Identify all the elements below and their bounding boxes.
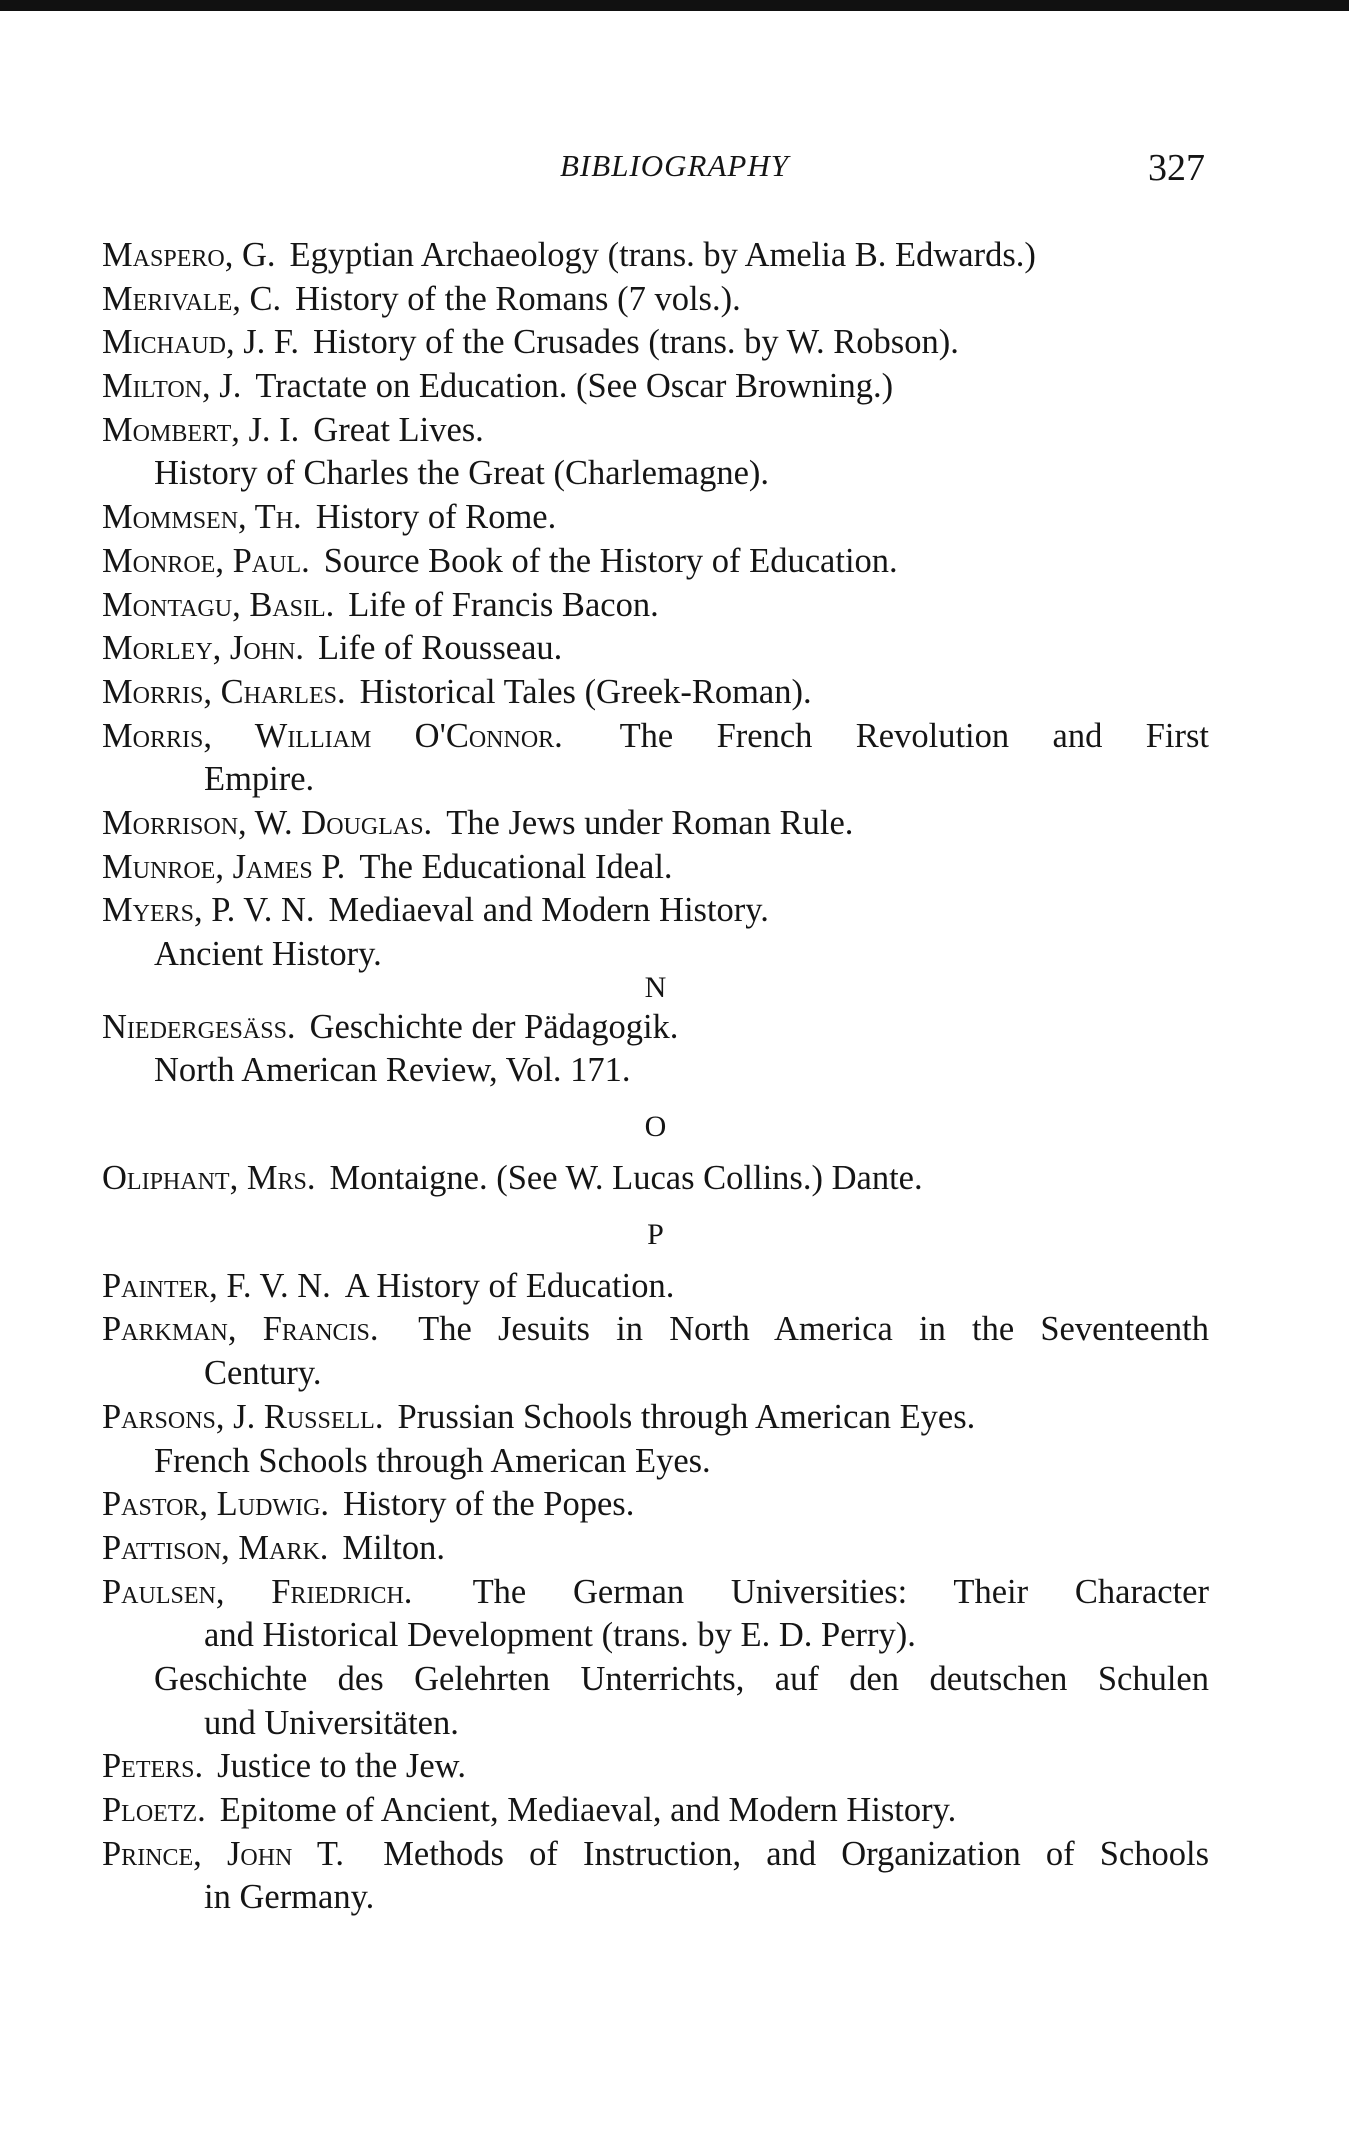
entry-title: Justice to the Jew.	[217, 1747, 466, 1786]
entry-author: Myers, P. V. N.	[102, 891, 315, 930]
entry-title: The Jews under Roman Rule.	[446, 803, 854, 842]
entry-title: und Universitäten.	[204, 1703, 459, 1742]
entry-title: The Educational Ideal.	[359, 847, 673, 886]
entry-title: Montaigne. (See W. Lucas Collins.) Dante.	[329, 1159, 923, 1198]
bibliography-entry	[102, 671, 1209, 715]
entry-title: Mediaeval and Modern History.	[328, 891, 769, 930]
bibliography-entry	[102, 889, 1209, 933]
entry-author: Oliphant, Mrs.	[102, 1159, 316, 1198]
entry-title: Tractate on Education. (See Oscar Browning.)	[255, 367, 894, 406]
entry-continuation	[102, 1702, 1209, 1746]
entry-author: Morris, William O'Connor.	[102, 716, 563, 755]
bibliography-entry	[102, 846, 1209, 890]
entry-author: Milton, J.	[102, 367, 242, 406]
bibliography-entry	[102, 321, 1209, 365]
section-letter: O	[644, 1110, 667, 1144]
bibliography-entry	[102, 1833, 1209, 1877]
entry-author: Mommsen, Th.	[102, 498, 302, 537]
entry-title: Century.	[204, 1354, 322, 1393]
entry-author: Pastor, Ludwig.	[102, 1485, 330, 1524]
entry-title: Great Lives.	[313, 410, 484, 449]
entry-title: Ancient History.	[154, 935, 382, 973]
bibliography-entry	[102, 1265, 1209, 1309]
entry-title: History of the Romans (7 vols.).	[295, 279, 741, 318]
entry-title: Epitome of Ancient, Mediaeval, and Modern History.	[219, 1791, 957, 1829]
section-letter: P	[647, 1217, 664, 1251]
entry-additional-work	[102, 452, 1209, 496]
entry-title: in Germany.	[204, 1878, 375, 1917]
entry-continuation	[102, 758, 1209, 802]
entry-title: Life of Rousseau.	[317, 629, 563, 668]
bibliography-entry	[102, 1527, 1209, 1571]
entry-title: Milton.	[342, 1528, 445, 1567]
entry-author: Pattison, Mark.	[102, 1528, 329, 1567]
entry-continuation	[102, 1614, 1209, 1658]
bibliography-entry	[102, 715, 1209, 759]
bibliography-entry	[102, 540, 1209, 584]
entry-author: Merivale, C.	[102, 279, 282, 318]
entry-author: Monroe, Paul.	[102, 541, 310, 580]
bibliography-entry	[102, 1571, 1209, 1615]
bibliography-entry	[102, 1006, 1209, 1050]
entry-title: Methods of Instruction, and Organization of Schools	[383, 1834, 1209, 1873]
entry-title: History of the Crusades (trans. by W. Robson).	[312, 323, 959, 362]
entry-author: Montagu, Basil.	[102, 585, 335, 624]
entry-author: Morley, John.	[102, 629, 304, 668]
entry-continuation	[102, 1352, 1209, 1396]
entry-additional-work	[102, 1658, 1209, 1702]
bibliography-entry	[102, 1483, 1209, 1527]
bibliography-entry	[102, 234, 1209, 278]
entry-title: History of Rome.	[315, 498, 557, 537]
bibliography-entry	[102, 584, 1209, 628]
entry-title: Geschichte des Gelehrten Unterrichts, auf den deutschen Schulen	[154, 1659, 1209, 1698]
entry-title: Source Book of the History of Education.	[323, 541, 898, 580]
entry-title: and Historical Development (trans. by E. D. Perry).	[204, 1616, 916, 1655]
entry-author: Peters.	[102, 1747, 204, 1786]
page-number: 327	[1148, 147, 1205, 189]
running-title: BIBLIOGRAPHY	[560, 148, 789, 183]
bibliography-entry	[102, 802, 1209, 846]
entry-continuation	[102, 1876, 1209, 1920]
entry-author: Parkman, Francis.	[102, 1310, 379, 1349]
entry-title: Geschichte der Pädagogik.	[309, 1007, 679, 1046]
bibliography-entry	[102, 496, 1209, 540]
entry-additional-work	[102, 1440, 1209, 1484]
entry-author: Morrison, W. Douglas.	[102, 803, 433, 842]
entry-title: Historical Tales (Greek-Roman).	[359, 672, 812, 711]
section-letter: N	[644, 970, 667, 1004]
bibliography-entry	[102, 1745, 1209, 1789]
entry-title: The Jesuits in North America in the Seventeenth	[418, 1310, 1209, 1349]
entry-title: History of the Popes.	[343, 1485, 635, 1524]
entry-title: North American Review, Vol. 171.	[154, 1051, 631, 1090]
entry-additional-work	[102, 1049, 1209, 1093]
entry-author: Michaud, J. F.	[102, 323, 299, 362]
entry-author: Niedergesäss.	[102, 1007, 296, 1046]
entry-title: French Schools through American Eyes.	[154, 1441, 711, 1480]
entry-author: Painter, F. V. N.	[102, 1266, 331, 1305]
entry-title: The French Revolution and First	[619, 716, 1209, 755]
entry-title: Prussian Schools through American Eyes.	[397, 1397, 976, 1436]
bibliography-entry	[102, 1157, 1209, 1201]
bibliography-entry	[102, 1308, 1209, 1352]
bibliography-list	[102, 234, 1209, 1920]
bibliography-entry	[102, 365, 1209, 409]
entry-title: Egyptian Archaeology (trans. by Amelia B. Edwards.)	[289, 236, 1036, 274]
entry-author: Munroe, James P.	[102, 847, 346, 886]
entry-title: Empire.	[204, 760, 315, 799]
entry-author: Mombert, J. I.	[102, 410, 300, 449]
entry-title: History of Charles the Great (Charlemagne).	[154, 454, 770, 493]
entry-author: Morris, Charles.	[102, 672, 346, 711]
entry-author: Maspero, G.	[102, 236, 276, 274]
entry-author: Paulsen, Friedrich.	[102, 1572, 413, 1611]
entry-author: Prince, John T.	[102, 1834, 345, 1873]
bibliography-entry	[102, 278, 1209, 322]
page-top-border	[0, 0, 1349, 11]
entry-author: Ploetz.	[102, 1791, 206, 1829]
bibliography-entry	[102, 1396, 1209, 1440]
bibliography-entry	[102, 1789, 1209, 1833]
entry-title: The German Universities: Their Character	[472, 1572, 1209, 1611]
entry-title: A History of Education.	[344, 1266, 675, 1305]
bibliography-entry	[102, 409, 1209, 453]
entry-author: Parsons, J. Russell.	[102, 1397, 384, 1436]
entry-title: Life of Francis Bacon.	[348, 585, 659, 624]
bibliography-entry	[102, 627, 1209, 671]
